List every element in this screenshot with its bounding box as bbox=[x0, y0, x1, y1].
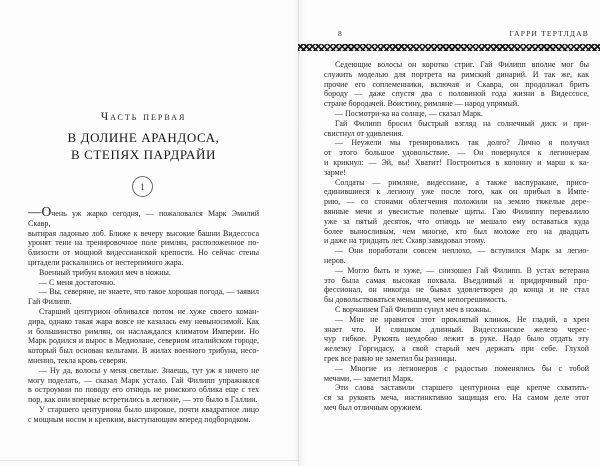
text-line: в остроумии по поводу его отнюдь не римского облика еще с тех bbox=[28, 385, 259, 395]
text-line: вянные мечи и увесистые полевые щиты. Гаю Филиппу перевалило bbox=[324, 206, 589, 216]
running-header bbox=[324, 29, 589, 41]
spine-shadow-left bbox=[291, 0, 298, 460]
text-line: знает что. И слишком длинный. Видессианское железо черес- bbox=[324, 324, 589, 334]
left-page-bottom-edge bbox=[0, 460, 298, 461]
text-line: бы довольствоваться меньшим, чем непогрешимость. bbox=[324, 295, 507, 305]
text-line: и крикнул: — Эй, вы! Хватит! Построиться в колонну и марш к ка- bbox=[324, 157, 589, 167]
text-line: прочие его соплеменники, включая и Скавра, он продолжал брить bbox=[324, 79, 589, 89]
text-line: могу поделать, — сказал Марк устало. Гай Филипп упражнялся bbox=[28, 375, 259, 385]
text-line: и даже на тридцать лет. Скавр завидовал этому. bbox=[324, 236, 486, 246]
text-line: — Неужели мы тренировались так долго? Лично я получил bbox=[335, 138, 589, 148]
text-line: более выносливым, чем многие, кто был моложе его на двадцать bbox=[324, 226, 589, 236]
text-line: Гай Филипп. bbox=[28, 297, 72, 307]
text-line: меч был отличным оружием. bbox=[324, 402, 423, 412]
text-line: — Многие из легионеров с радостью поменялись бы с тобой bbox=[335, 363, 589, 373]
text-line: фессионал, он никогда не бывал удовлетворен до конца и не стал bbox=[324, 285, 589, 295]
raised-initial: —О bbox=[28, 204, 52, 219]
text-line: стране бородачей. Воистину, римляне — народ упрямый. bbox=[324, 99, 520, 109]
text-line: С ворчанием Гай Филипп сунул меч в ножны. bbox=[335, 304, 492, 314]
text-line: от этого большое удовольствие. — Он повернулся к легионерам bbox=[324, 148, 589, 158]
text-line: — Ну да, волосы у меня светлые. Знаешь, тут уж я ничего не bbox=[39, 365, 259, 375]
text-line: с мощным носом и крепким, выступающим вперед подбородком. bbox=[28, 414, 251, 424]
text-line: неров. bbox=[324, 255, 346, 265]
text-line: Гай Филипп бросил быстрый взгляд на солнечный диск и при- bbox=[335, 118, 589, 128]
text-line: — С меня достаточно. bbox=[39, 277, 116, 287]
left-page-text bbox=[28, 204, 259, 425]
text-line: Военный трибун вложил меч в ножны. bbox=[39, 267, 171, 277]
text-line: Седеющие волосы он коротко стриг. Гай Филипп вполне мог бы bbox=[335, 60, 589, 69]
text-line: уронят тени на тренировочное поле римлян, расположенное по- bbox=[28, 238, 259, 248]
text-line: — Мне не нравится этот проклятый клинок. Не гладий, а хрен bbox=[335, 314, 589, 324]
text-line: цитадели раскалились от нестерпимого жара. bbox=[28, 257, 184, 267]
chapter-number: 1 bbox=[140, 181, 145, 192]
text-line: и большинство римлян, он наслаждался климатом Империи. Но bbox=[28, 326, 259, 336]
chapter-number-ornament bbox=[132, 176, 153, 197]
text-line: уже за пятый десяток, что отнюдь не мешало ему оставаться куда bbox=[324, 216, 589, 226]
text-line: Старший центурион обливался потом не хуже своего коман- bbox=[39, 306, 259, 316]
text-line: Эти слова заставили старшего центуриона еще крепче схватить- bbox=[335, 383, 589, 393]
text-line: мечами, — заметил Марк. bbox=[324, 373, 413, 383]
page-spine-divider bbox=[298, 0, 299, 466]
text-line: ся за рукоять меча, инстинктивно защищая его. На самом деле этот bbox=[324, 393, 589, 403]
text-line: бороду — даже спустя два с половиной года жизни в Видессосе, bbox=[324, 89, 589, 99]
part-title-line1: В ДОЛИНЕ АРАНДОСА, bbox=[67, 130, 220, 145]
text-line: близости от мощной видессианской крепости. Но сейчас стены bbox=[28, 248, 259, 258]
text-line: Солдаты — римляне, видессиане, а также васпуракане, присо- bbox=[335, 177, 589, 187]
text-line: Марк родился и вырос в Медиолане, северном италийском городе, bbox=[28, 336, 259, 346]
header-ornament-rule bbox=[298, 44, 600, 51]
text-line: рию, — со стонами облегчения положили на землю тяжелые дере- bbox=[324, 197, 589, 207]
text-line: —Очень уж жарко сегодня, — пожаловался Марк Эмилий Скавр, bbox=[28, 204, 259, 228]
part-label: Часть первая bbox=[100, 111, 187, 123]
spine-shadow-right bbox=[299, 0, 307, 466]
text-line: это была самая высокая похвала. Въедливый и придирчивый про- bbox=[324, 275, 589, 285]
text-line: зарме! bbox=[324, 167, 346, 177]
text-line: единившиеся к легиону уже после того, как он прибыл в Импе- bbox=[324, 187, 589, 197]
text-line: У старшего центуриона было широкое, почти квадратное лицо bbox=[39, 404, 259, 414]
running-title-author: ГАРРИ ТЕРТЛДАВ bbox=[509, 29, 589, 38]
text-line: — Вы, северяне, не знаете, что такое хорошая погода, — заявил bbox=[39, 287, 259, 297]
text-line: — Могло быть и хуже, — снизошел Гай Филипп. В устах ветерана bbox=[335, 265, 589, 275]
text-line: служить моделью для портрета на римский динарий. И так же, как bbox=[324, 69, 589, 79]
text-line: — Они поработали совсем неплохо, — вступился Марк за легио- bbox=[335, 246, 589, 256]
right-page-text bbox=[324, 60, 589, 413]
part-title-line2: В СТЕПЯХ ПАРДРАЙИ bbox=[71, 147, 216, 162]
text-line: мненно, текла кровь северян. bbox=[28, 355, 128, 365]
text-line: свистнул от удивления. bbox=[324, 128, 404, 138]
text-line: вытирая ладонью лоб. Ближе к вечеру высокие башни Видессоса bbox=[28, 228, 259, 238]
text-line: пор, как они впервые встретились в легионе, — это было в Галлии. bbox=[28, 395, 258, 405]
text-line: который был основан кельтами. В жилах военного трибуна, несо- bbox=[28, 346, 259, 356]
text-line: грек все равно не заметил бы разницы. bbox=[324, 353, 457, 363]
page-number: 8 bbox=[338, 29, 342, 38]
text-line: железку Горгидасу, а свой старый меч держать при себе. Глухой bbox=[324, 344, 589, 354]
text-line: чур гибкое. Рукоять неудобно лежит в руке. Надо было отдать эту bbox=[324, 334, 589, 344]
text-line: — Посмотри-ка на солнце, — сказал Марк. bbox=[335, 108, 483, 118]
text-line: дира, однако такая жара вовсе не казалась ему невыносимой. Как bbox=[28, 316, 259, 326]
